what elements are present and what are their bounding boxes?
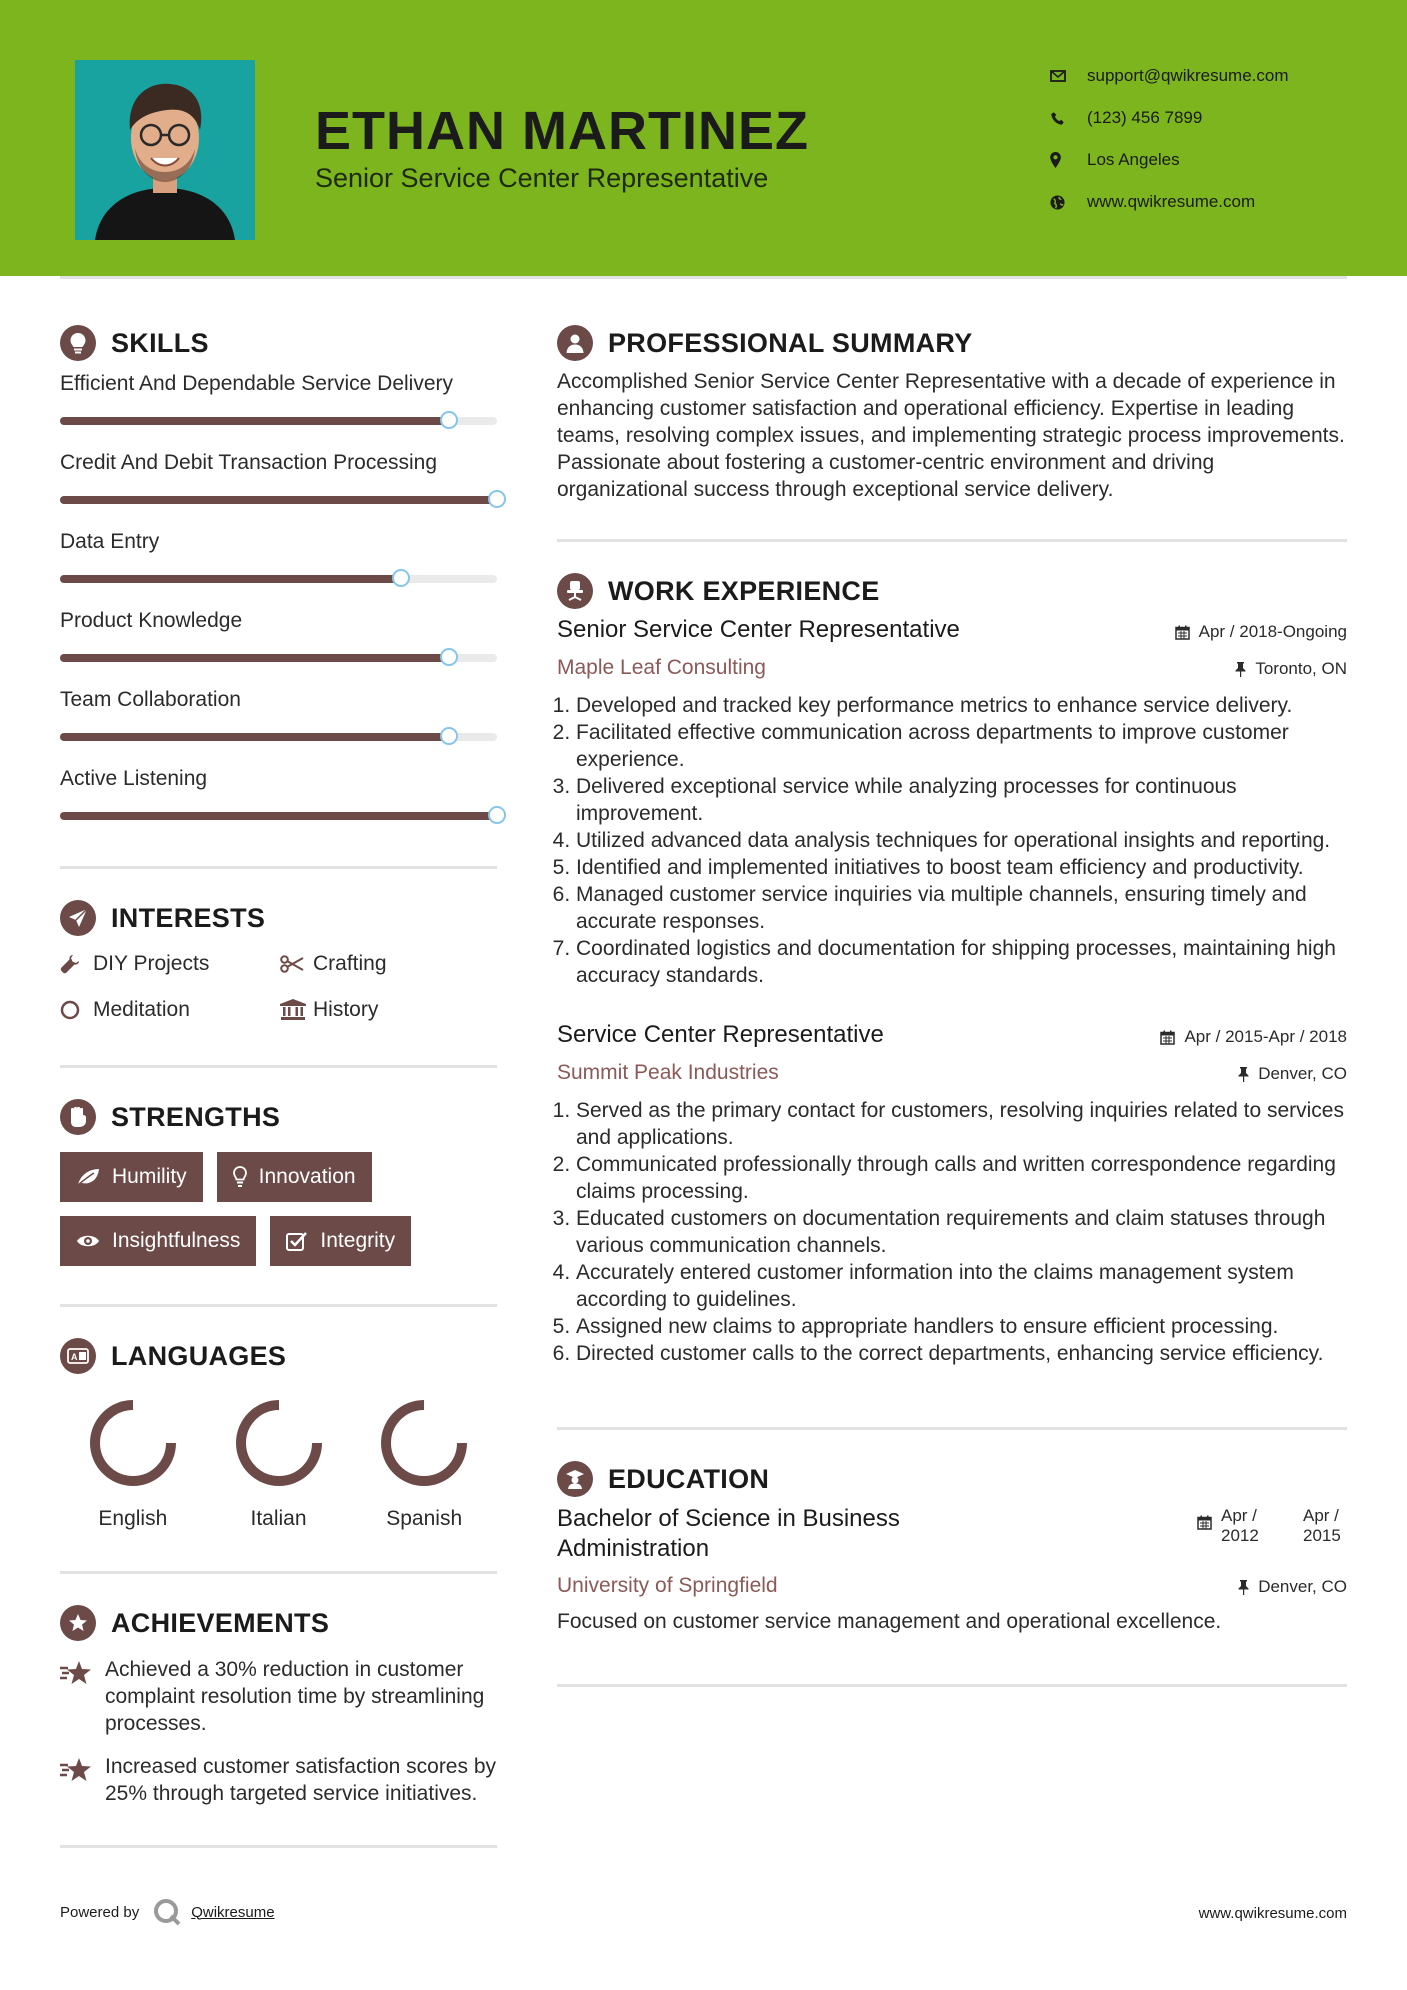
language-name: Spanish [386,1507,463,1530]
envelope-icon [1050,70,1087,82]
skill-bar-fill [60,733,449,741]
scissors-icon [280,955,313,973]
strengths-title: STRENGTHS [111,1101,281,1132]
skill-item [60,449,497,504]
phone-icon [1050,111,1087,126]
wrench-icon [60,954,93,974]
achievement-text: Increased customer satisfaction scores by 25% through targeted service initiatives. [105,1755,497,1805]
experience-title: WORK EXPERIENCE [608,575,880,606]
skill-bar [60,496,497,504]
job-date-text: Apr / 2018-Ongoing [1198,622,1347,641]
star-icon [60,1656,105,1737]
skill-item [60,370,497,425]
svg-text:A: A [71,1352,78,1362]
section-divider [60,866,497,869]
interest-item [280,949,480,979]
skills-title: SKILLS [111,327,209,358]
lightbulb-icon [233,1166,247,1188]
map-marker-icon [1050,152,1087,168]
skill-bar [60,733,497,741]
resume-header [0,0,1407,276]
interest-item [60,995,280,1025]
job-header [557,616,1347,644]
interest-label: DIY Projects [93,952,210,975]
education-description: Focused on customer service management and operational excellence. [557,1610,1222,1633]
summary-text: Accomplished Senior Service Center Representative with a decade of experience in enhancing customer satisfaction and operational efficiency. Expertise in leading teams, resolving complex issues, and implementing strategic process improvements. Passionate about fostering a customer-centric environment and driving organizational success through exceptional service delivery. [557,370,1345,501]
star-icon [60,1753,105,1807]
strength-label: Insightfulness [112,1229,241,1252]
list-item: 2. Facilitated effective communication across departments to improve customer experience. [576,719,1347,773]
eye-icon [76,1233,100,1249]
language-name: Italian [250,1507,307,1530]
contact-info [1050,55,1289,223]
education-dates [1197,1506,1347,1546]
strength-label: Innovation [258,1165,356,1188]
education-end-date: Apr / 2015 [1303,1506,1341,1545]
job-location [1235,659,1347,679]
skill-item [60,607,497,662]
skill-name: Product Knowledge [60,609,243,632]
language-name: English [98,1507,168,1530]
skills-heading [60,320,497,366]
education-location-text: Denver, CO [1258,1577,1347,1596]
contact-website-text: www.qwikresume.com [1087,192,1256,211]
pushpin-icon [1238,1067,1249,1082]
language-item [206,1393,352,1531]
interest-label: Crafting [313,952,387,975]
language-progress-ring [374,1393,474,1493]
achievements-heading [60,1600,497,1646]
interest-label: History [313,998,379,1021]
strength-tag [60,1152,203,1202]
job-responsibilities [557,692,1347,989]
language-item [351,1393,497,1531]
job-title: Service Center Representative [557,1021,884,1048]
job-location-text: Denver, CO [1258,1064,1347,1083]
job-date [1160,1027,1347,1047]
bank-icon [280,999,313,1021]
strengths-heading [60,1094,497,1140]
skill-name: Credit And Debit Transaction Processing [60,451,438,474]
skill-name: Team Collaboration [60,688,241,711]
language-item [60,1393,206,1531]
list-item: 5. Assigned new claims to appropriate handlers to ensure efficient processing. [576,1313,1347,1340]
contact-email-text: support@qwikresume.com [1087,66,1289,85]
languages-list [60,1393,497,1531]
school-name: University of Springfield [557,1574,778,1597]
list-item: 3. Delivered exceptional service while analyzing processes for continuous improvement. [576,773,1347,827]
strength-tag [60,1216,256,1266]
globe-icon [1050,195,1087,210]
strength-label: Integrity [320,1229,396,1252]
company-name: Summit Peak Industries [557,1061,779,1084]
achievement-text: Achieved a 30% reduction in customer complaint resolution time by streamlining processes. [105,1658,485,1735]
calendar-icon [1160,1030,1175,1045]
job-responsibilities [557,1097,1347,1367]
skill-bar-handle [440,648,458,666]
star-badge-icon [60,1605,96,1641]
powered-by-text: Powered by [60,1903,140,1921]
languages-title: LANGUAGES [111,1340,287,1371]
skill-bar-fill [60,496,497,504]
interests-title: INTERESTS [111,902,266,933]
interest-item [60,949,280,979]
education-header [557,1504,1347,1564]
skill-bar [60,575,497,583]
contact-phone-text: (123) 456 7899 [1087,108,1203,127]
section-divider [60,1571,497,1574]
section-divider [60,1304,497,1307]
paper-plane-icon [60,900,96,936]
section-divider [60,1065,497,1068]
contact-phone[interactable] [1050,97,1289,139]
summary-title: PROFESSIONAL SUMMARY [608,327,973,358]
skill-bar-handle [488,490,506,508]
job-subheader [557,656,1347,680]
section-divider [557,1427,1347,1430]
qwikresume-link[interactable]: Qwikresume [191,1903,275,1921]
job-location-text: Toronto, ON [1255,659,1347,678]
list-item: 1. Served as the primary contact for customers, resolving inquiries related to services and applications. [576,1097,1347,1151]
contact-location-text: Los Angeles [1087,150,1180,169]
language-progress-ring [229,1393,329,1493]
education-start-date: Apr / 2012 [1221,1506,1259,1545]
list-item: 5. Identified and implemented initiatives to boost team efficiency and productivity. [576,854,1347,881]
fist-icon [60,1099,96,1135]
skill-bar [60,812,497,820]
list-item: 4. Utilized advanced data analysis techniques for operational insights and reporting. [576,827,1347,854]
pushpin-icon [1235,662,1246,677]
pushpin-icon [1238,1580,1249,1595]
summary-heading [557,320,1347,366]
list-item: 1. Developed and tracked key performance metrics to enhance service delivery. [576,692,1347,719]
section-divider [60,1845,497,1848]
language-icon [60,1338,96,1374]
skill-item [60,765,497,820]
section-divider [557,1684,1347,1687]
experience-heading [557,568,1347,614]
interest-item [280,995,480,1025]
footer-branding [60,1898,275,1926]
strengths-list [60,1152,497,1266]
qwikresume-logo-icon [153,1898,181,1926]
list-item: 6. Managed customer service inquiries via multiple channels, ensuring timely and accurate responses. [576,881,1347,935]
skill-name: Efficient And Dependable Service Delivery [60,372,454,395]
office-chair-icon [557,573,593,609]
interests-list [60,949,497,1025]
list-item: 4. Accurately entered customer information into the claims management system according to guidelines. [576,1259,1347,1313]
contact-website[interactable] [1050,181,1289,223]
job-date-text: Apr / 2015-Apr / 2018 [1184,1027,1347,1046]
list-item: 6. Directed customer calls to the correct departments, enhancing service efficiency. [576,1340,1347,1367]
skill-name: Data Entry [60,530,160,553]
education-subheader [557,1574,1347,1598]
job-location [1238,1064,1347,1084]
checkbox-icon [286,1231,308,1251]
footer-url[interactable]: www.qwikresume.com [1198,1905,1347,1922]
skill-bar-handle [440,727,458,745]
list-item: 2. Communicated professionally through calls and written correspondence regarding claims processing. [576,1151,1347,1205]
job-date [1175,622,1347,642]
skill-bar-fill [60,575,401,583]
degree-title: Bachelor of Science in Business Administration [557,1505,900,1562]
achievements-list [60,1656,497,1807]
strength-label: Humility [112,1165,187,1188]
skill-bar [60,417,497,425]
contact-email[interactable] [1050,55,1289,97]
calendar-icon [1175,625,1190,640]
achievements-title: ACHIEVEMENTS [111,1607,330,1638]
contact-location [1050,139,1289,181]
languages-heading [60,1333,497,1379]
interests-heading [60,895,497,941]
strength-tag [217,1152,372,1202]
skill-bar-handle [488,806,506,824]
candidate-name: ETHAN MARTINEZ [315,101,809,161]
section-divider [557,539,1347,542]
language-progress-ring [83,1393,183,1493]
list-item: 3. Educated customers on documentation requirements and claim statuses through various communication channels. [576,1205,1347,1259]
left-column [60,320,497,1848]
skill-bar-handle [392,569,410,587]
calendar-icon [1197,1515,1212,1535]
interest-label: Meditation [93,998,190,1021]
achievement-item [60,1656,497,1737]
education-heading [557,1456,1347,1502]
user-icon [557,325,593,361]
lightbulb-icon [60,325,96,361]
profile-photo [75,60,255,240]
skill-name: Active Listening [60,767,208,790]
achievement-item [60,1753,497,1807]
skill-item [60,528,497,583]
job-header [557,1021,1347,1049]
skill-bar-fill [60,812,497,820]
skill-bar [60,654,497,662]
job-entry [557,1021,1347,1367]
right-column [557,320,1347,1687]
education-location [1238,1577,1347,1597]
company-name: Maple Leaf Consulting [557,656,766,679]
skill-bar-fill [60,654,449,662]
leaf-icon [76,1168,100,1186]
job-entry [557,616,1347,989]
job-subheader [557,1061,1347,1085]
skill-bar-handle [440,411,458,429]
skill-item [60,686,497,741]
skill-bar-fill [60,417,449,425]
job-title: Senior Service Center Representative [557,616,960,643]
graduate-icon [557,1461,593,1497]
strength-tag [270,1216,411,1266]
circle-icon [60,1000,93,1020]
candidate-title: Senior Service Center Representative [315,163,769,193]
header-divider [60,276,1347,279]
education-title: EDUCATION [608,1463,770,1494]
education-entry [557,1504,1347,1634]
list-item: 7. Coordinated logistics and documentation for shipping processes, maintaining high accuracy standards. [576,935,1347,989]
